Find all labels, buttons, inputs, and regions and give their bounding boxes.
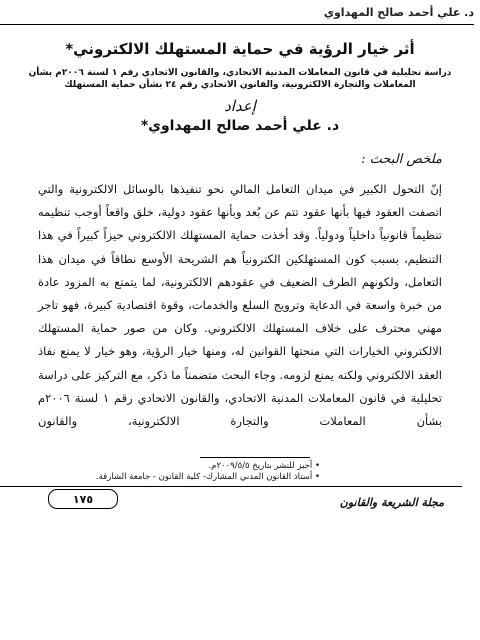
author-name: د. علي أحمد صالح المهداوي* xyxy=(140,118,340,134)
article-title: أثر خيار الرؤية في حماية المستهلك الالكتروني* xyxy=(65,40,415,58)
running-header-author: د. علي أحمد صالح المهداوي xyxy=(323,6,474,19)
article-subtitle: دراسة تحليلية في قانون المعاملات المدنية الاتحادي، والقانون الاتحادي رقم ١ لسنة ٢٠٠٦م بشأن المعاملات والتجارة الالكترونية، والقانون الاتحادي رقم ٢٤ بشأن حماية المستهلك xyxy=(28,68,452,90)
abstract-heading: ملخص البحث : xyxy=(361,152,442,167)
journal-name: مجلة الشريعة والقانون xyxy=(339,496,444,509)
header-rule xyxy=(0,24,474,25)
footer-rule xyxy=(0,486,462,487)
footnote-publication-date: • أجيز للنشر بتاريخ ٢٠٠٩/٥/٥م. xyxy=(96,461,320,472)
page-number: ١٧٥ xyxy=(48,489,118,509)
prepared-by-label: إعداد xyxy=(224,97,256,115)
abstract-text: إنّ التحول الكبير في ميدان التعامل المالي نحو تنفيذها بالوسائل الالكترونية والتي اتصفت العقود فيها بأنها عقود تتم عن بُعد وبأنها عقود دولية، خلق واقعاً أوجب تنظيمه تنظيماً قانونياً داخلياً ودولياً. وقد أخذت حماية المستهلك الالكتروني حيزاً كبيراً في هذا التنظيم، بسبب كون المستهلكين الكترونياً هم الشريحة الأوسع نطاقاً في ميدان هذا التعامل، ولكونهم الطرف الضعيف في عقودهم الالكترونية، لما يتمتع به المزود عادة من خبرة واسعة في الدعاية وترويج السلع والخدمات، وقوة اقتصادية كبيرة، فهو تاجر مهني محترف على خلاف المستهلك الالكتروني. وكان من صور حماية المستهلك الالكتروني الخيارات التي منحتها القوانين له، ومنها خيار الرؤية، وهو خيار لا يمنع نفاذ العقد الالكتروني ولكنه يمنع لزومه. وجاء البحث متضمناً ما ذكر، مع التركيز على دراسة تحليلية في قانون المعاملات المدنية الاتحادي، والقانون الاتحادي رقم ١ لسنة ٢٠٠٦م بشأن المعاملات والتجارة الالكترونية، والقانون xyxy=(38,182,442,429)
footnote-rule xyxy=(200,457,310,458)
footnotes xyxy=(96,461,320,483)
footnote-author-affiliation: • أستاذ القانون المدني المشارك- كلية القانون - جامعة الشارقة. xyxy=(96,472,320,483)
